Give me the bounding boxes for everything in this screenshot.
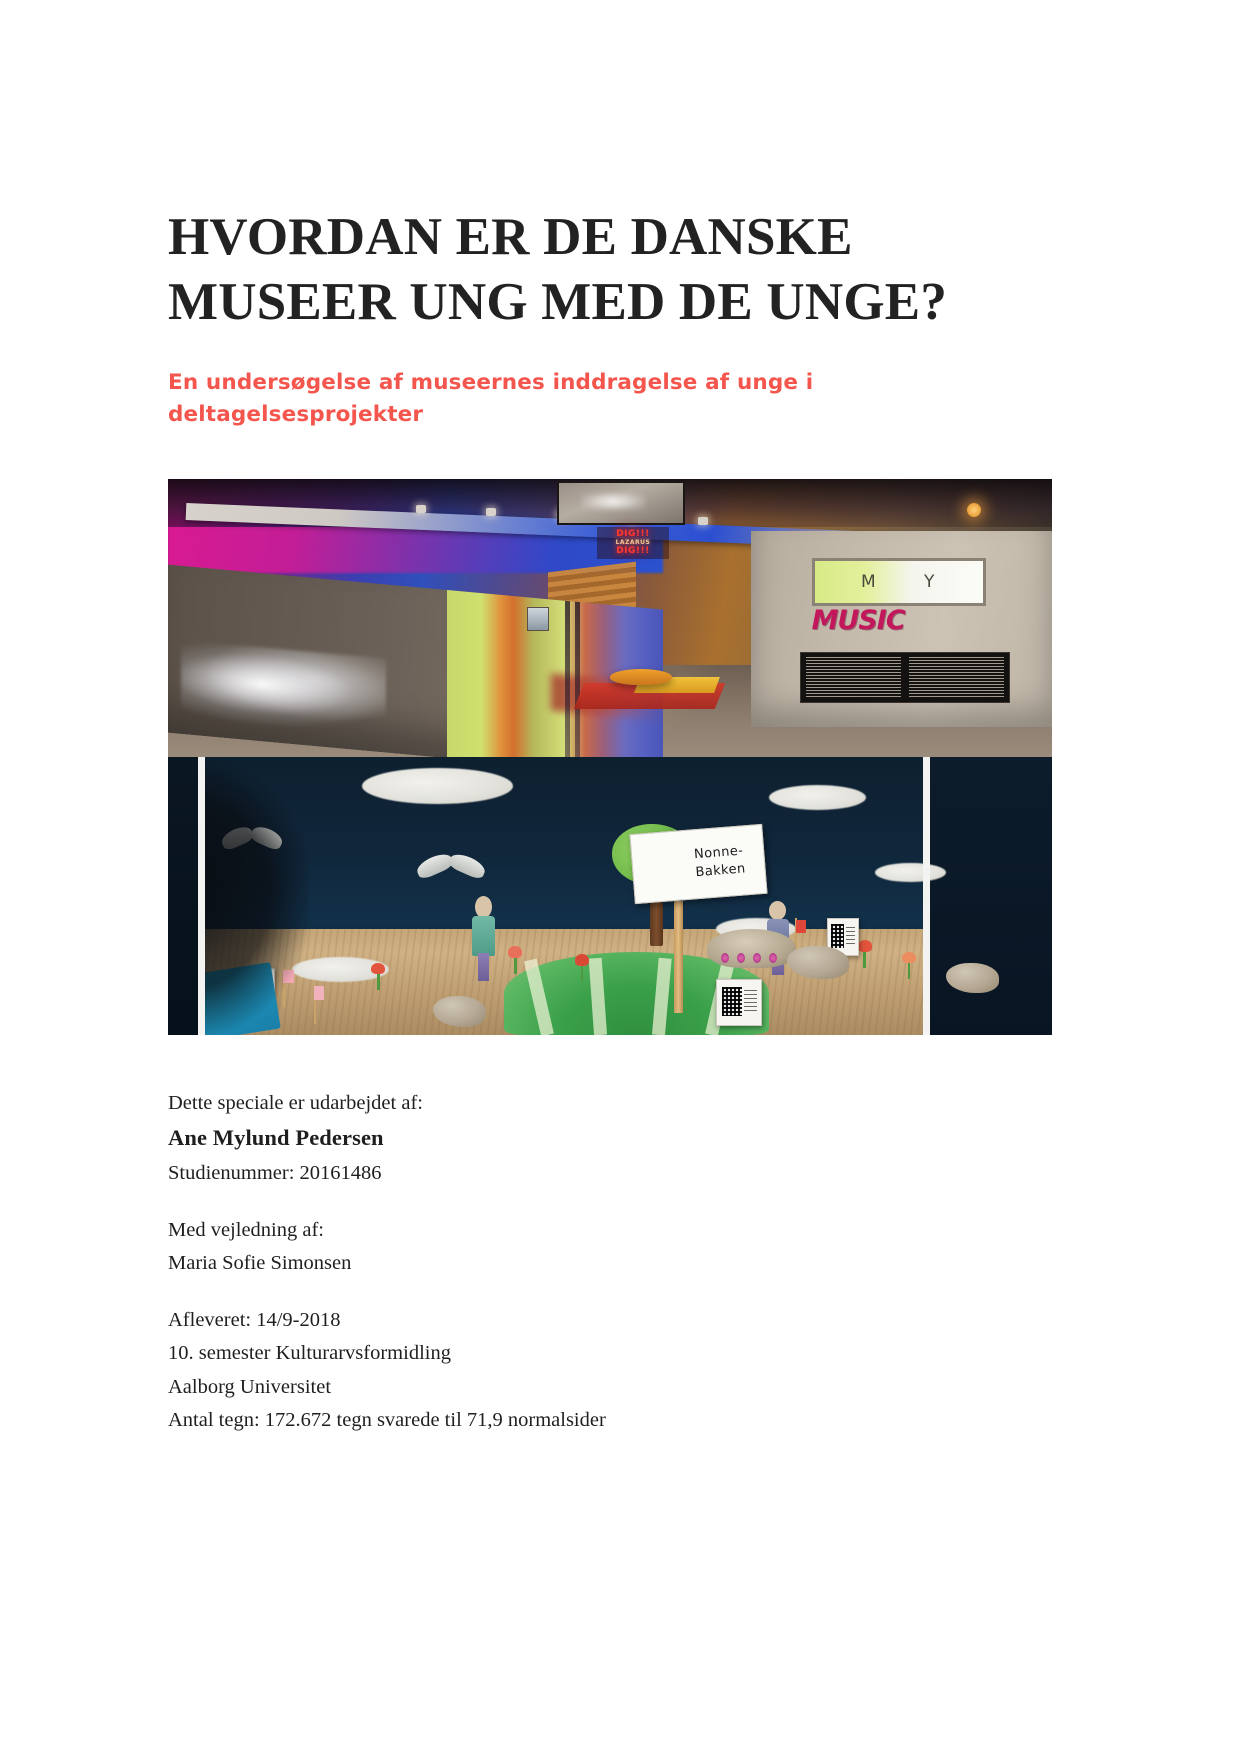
sign-post bbox=[674, 901, 684, 1012]
university: Aalborg Universitet bbox=[168, 1375, 332, 1398]
photo-clay-diorama bbox=[168, 757, 1052, 1035]
colophon-line: Med vejledning af: bbox=[168, 1218, 324, 1241]
programme: 10. semester Kulturarvsformidling bbox=[168, 1342, 451, 1365]
neon-sign bbox=[597, 527, 669, 559]
author-name: Ane Mylund Pedersen bbox=[168, 1125, 384, 1151]
neon-line-1: DIG!!! bbox=[616, 528, 650, 539]
clay-figure bbox=[470, 896, 497, 979]
white-divider-bar-right bbox=[923, 757, 930, 1035]
figure-head bbox=[769, 901, 786, 920]
plaque-column bbox=[909, 657, 1004, 698]
nest-gem bbox=[769, 953, 777, 963]
diorama-right-shadow bbox=[930, 757, 1052, 1035]
photo-museum-exhibition bbox=[168, 479, 1052, 757]
colophon-group-author bbox=[168, 1087, 1073, 1190]
title-line-2: MUSEER UNG MED DE UNGE? bbox=[168, 272, 948, 331]
my-lightbox-sign bbox=[812, 558, 986, 605]
projected-figure bbox=[181, 640, 386, 736]
exhibition-scene bbox=[168, 479, 1052, 757]
flower-head bbox=[508, 946, 522, 958]
subtitle-line-2: deltagelsesprojekter bbox=[168, 402, 424, 428]
music-wordmark: MUSIC bbox=[811, 605, 905, 637]
wall-seam bbox=[575, 602, 580, 757]
spotlight-icon bbox=[486, 508, 496, 516]
wall-seam bbox=[566, 601, 571, 757]
colophon-group-submission bbox=[168, 1304, 1073, 1437]
cover-figure-stack bbox=[168, 479, 1052, 1035]
page-subtitle bbox=[168, 334, 918, 431]
white-divider-bar-left bbox=[198, 757, 205, 1035]
orange-seating-pod bbox=[610, 669, 672, 685]
figure-body bbox=[472, 916, 494, 956]
subtitle-line-1: En undersøgelse af museernes inddragelse af unge i bbox=[168, 370, 814, 396]
figure-legs bbox=[478, 953, 490, 981]
page-title bbox=[168, 0, 1068, 334]
nest-gem bbox=[753, 953, 761, 963]
neon-line-2: LAZARUS bbox=[615, 538, 651, 546]
spotlight-icon bbox=[416, 505, 426, 513]
title-line-1: HVORDAN ER DE DANSKE bbox=[168, 208, 853, 266]
cloud-icon bbox=[769, 785, 866, 810]
colophon bbox=[168, 1087, 1073, 1437]
flower-head bbox=[575, 954, 589, 966]
page-content bbox=[168, 0, 1073, 1437]
student-number: Studienummer: 20161486 bbox=[168, 1161, 382, 1184]
sign-line-1: Nonne- bbox=[693, 843, 744, 863]
nest-gem bbox=[721, 953, 729, 963]
hill-stripe bbox=[524, 959, 554, 1035]
neon-line-3: DIG!!! bbox=[616, 545, 650, 556]
bird-icon bbox=[416, 857, 487, 874]
supervisor-name: Maria Sofie Simonsen bbox=[168, 1251, 352, 1274]
spotlight-icon bbox=[698, 517, 708, 525]
colophon-group-supervisor bbox=[168, 1214, 1073, 1280]
figure-head bbox=[475, 896, 492, 918]
my-letter-m: M bbox=[860, 571, 878, 592]
hill-stripe bbox=[652, 958, 672, 1035]
handwritten-sign bbox=[630, 824, 768, 904]
cloud-icon bbox=[875, 863, 946, 882]
wall-text-plaque bbox=[800, 652, 1010, 703]
flag-cloth bbox=[314, 986, 324, 999]
character-count: Antal tegn: 172.672 tegn svarede til 71,9 normalsider bbox=[168, 1408, 606, 1431]
plaque-column bbox=[806, 657, 901, 698]
qr-code-sign bbox=[716, 979, 762, 1025]
exhibition-right-wall bbox=[751, 531, 1052, 727]
wall-mounted-screen bbox=[527, 607, 549, 631]
cloud-icon bbox=[362, 768, 512, 804]
nest-gem bbox=[737, 953, 745, 963]
submission-date: Afleveret: 14/9-2018 bbox=[168, 1309, 341, 1332]
clay-nest bbox=[707, 929, 795, 968]
hill-stripe bbox=[589, 958, 608, 1035]
colophon-line: Dette speciale er udarbejdet af: bbox=[168, 1091, 423, 1114]
flower-head bbox=[858, 940, 872, 952]
sign-line-2: Bakken bbox=[695, 861, 747, 881]
flag-cloth bbox=[796, 920, 806, 933]
flower-head bbox=[902, 952, 916, 964]
my-letter-y: Y bbox=[924, 571, 937, 592]
ceiling-screen bbox=[557, 481, 685, 525]
diorama-scene bbox=[168, 757, 1052, 1035]
diorama-left-edge bbox=[168, 757, 200, 1035]
flower-head bbox=[371, 963, 385, 975]
